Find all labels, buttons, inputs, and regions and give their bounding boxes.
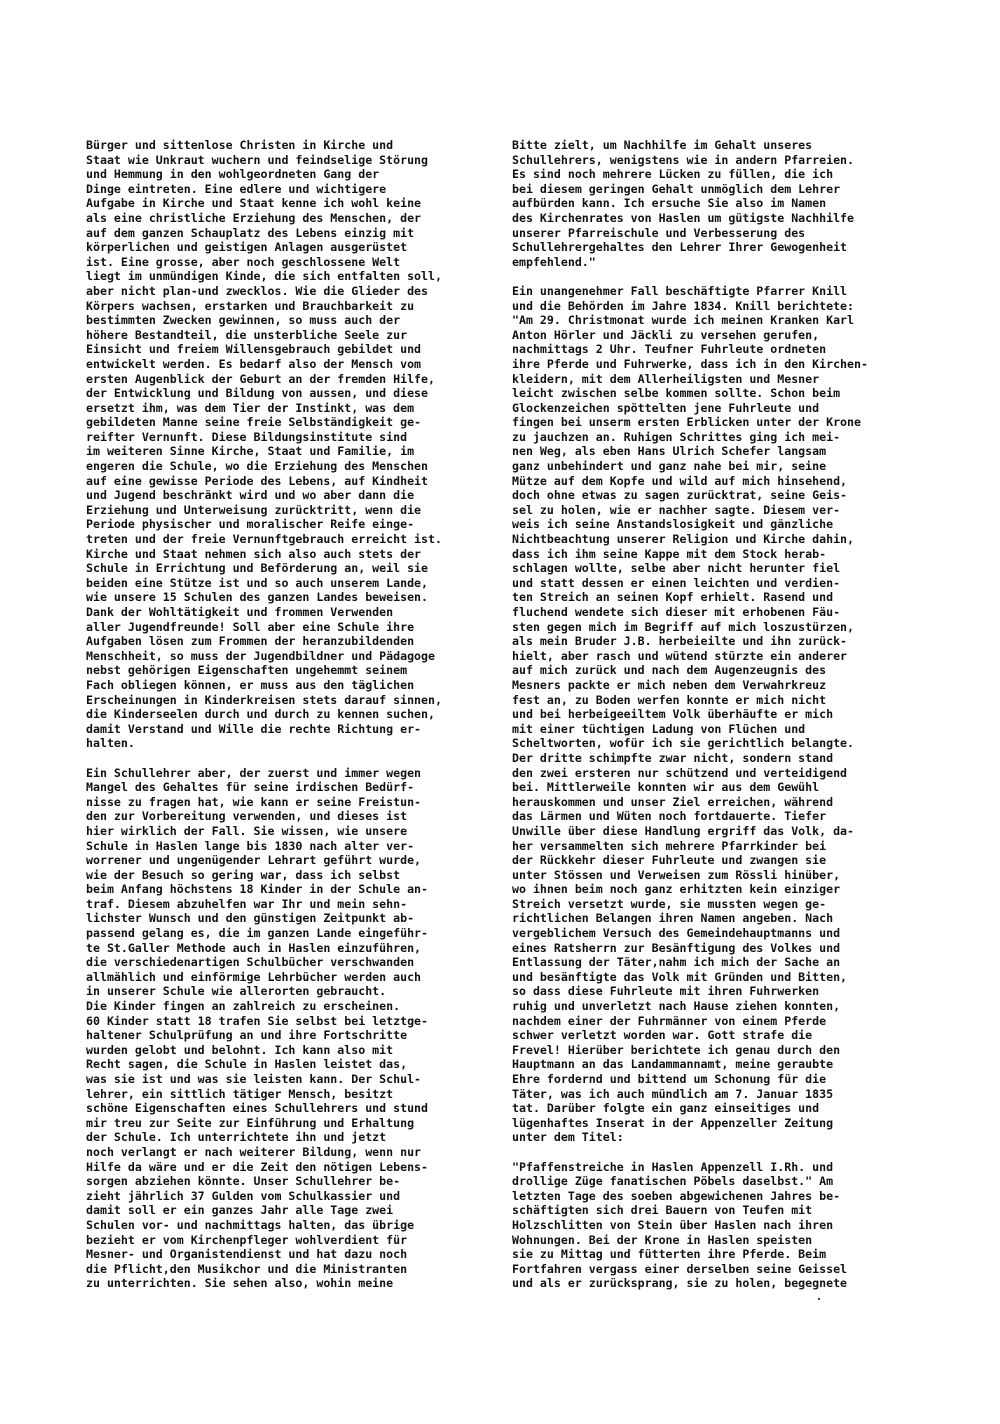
text-line: des Kirchenrates von Haslen um gütigste Nachhilfe: [512, 210, 855, 225]
text-line: Streich versetzt wurde, sie mussten wegen ge-: [512, 896, 827, 911]
text-line: die verschiedenartigen Schulbücher verschwanden: [86, 955, 415, 970]
text-line: bei diesem geringen Gehalt unmöglich dem Lehrer: [512, 181, 841, 196]
text-line: höhere Bestandteil, die unsterbliche Seele zur: [86, 327, 408, 342]
text-line: Schule in Errichtung und Beförderung an, weil sie: [86, 561, 429, 576]
text-line: herauskommen und unser Ziel erreichen, während: [512, 794, 834, 809]
text-line: Unwille über diese Handlung ergriff das Volk, da-: [512, 823, 855, 838]
text-line: Entlassung der Täter,nahm ich mich der Sache an: [512, 955, 841, 970]
text-line: in unserer Schule wie allerorten gebraucht.: [86, 984, 387, 999]
text-line: als mein Bruder J.B. herbeieilte und ihn zurück-: [512, 634, 848, 649]
text-line: Die Kinder fingen an zahlreich zu erscheinen.: [86, 999, 401, 1014]
text-line: zieht jährlich 37 Gulden vom Schulkassier und: [86, 1188, 401, 1203]
text-line: und Jugend beschränkt wird und wo aber dann die: [86, 488, 415, 503]
text-line: letzten Tage des soeben abgewichenen Jahres be-: [512, 1188, 841, 1203]
text-line: gebildeten Manne seine freie Selbständigkeit ge-: [86, 415, 422, 430]
text-line: treten und der freie Vernunftgebrauch erreicht ist.: [86, 532, 442, 547]
text-line: sel zu holen, wie er nachher sagte. Diesem ver-: [512, 502, 841, 517]
text-line: worrener und ungenügender Lehrart geführt wurde,: [86, 853, 422, 868]
text-line: ihre Pferde und Fuhrwerke, dass ich in den Kirchen-: [512, 356, 868, 371]
text-line: Schullehrers, wenigstens wie in andern Pfarreien.: [512, 152, 855, 167]
text-line: Nichtbeachtung unserer Religion und Kirche dahin,: [512, 532, 855, 547]
text-line: lügenhaftes Inserat in der Appenzeller Zeitung: [512, 1115, 834, 1130]
text-line: Ein unangenehmer Fall beschäftigte Pfarrer Knill: [512, 283, 848, 298]
text-line: lichster Wunsch und den günstigen Zeitpunkt ab-: [86, 911, 415, 926]
text-line: 60 Kinder statt 18 trafen Sie selbst bei letztge-: [86, 1013, 429, 1028]
text-line: schlagen wollte, selbe aber nicht herunter fiel: [512, 561, 841, 576]
text-line: aller Jugendfreunde! Soll aber eine Schule ihre: [86, 619, 415, 634]
text-line: Dank der Wohltätigkeit und frommen Verwenden: [86, 605, 394, 619]
text-line: damit soll er ein ganzes Jahr alle Tage zwei: [86, 1203, 394, 1218]
text-line: allmählich und einförmige Lehrbücher werden auch: [86, 969, 422, 984]
text-line: ten Streich an seinen Kopf erhielt. Rasend und: [512, 590, 834, 605]
text-line: auf dem ganzen Schauplatz des Lebens einzig mit: [86, 225, 415, 240]
text-line: zu jauchzen an. Ruhigen Schrittes ging ich mei-: [512, 429, 841, 444]
text-line: sorgen abziehen könnte. Unser Schullehrer be-: [86, 1174, 401, 1189]
text-line: Einsicht und freiem Willensgebrauch gebildet und: [86, 342, 422, 357]
text-line: empfehlend.": [512, 254, 596, 269]
text-line: hielt, aber rasch und wütend stürzte ein anderer: [512, 648, 848, 663]
text-line: ersetzt ihm, was dem Tier der Instinkt, was dem: [86, 400, 415, 415]
text-line: leicht zwischen selbe kommen sollte. Schon beim: [512, 386, 841, 401]
text-line: aber nicht plan-und zwecklos. Wie die Glieder des: [86, 283, 429, 298]
text-line: das Lärmen und Wüten noch fortdauerte. Tiefer: [512, 809, 827, 824]
text-line: Menschheit, so muss der Jugendbildner und Pädagoge: [86, 648, 436, 663]
text-line: körperlichen und geistigen Anlagen ausgerüstet: [86, 240, 408, 255]
text-line: der Entwicklung und Bildung von aussen, und diese: [86, 386, 429, 401]
text-line: sie zu Mittag und fütterten ihre Pferde. Beim: [512, 1247, 827, 1262]
text-line: nen Weg, als eben Hans Ulrich Schefer langsam: [512, 444, 827, 459]
text-line: die Kinderseelen durch und durch zu kennen suchen,: [86, 707, 436, 722]
text-line: engeren die Schule, wo die Erziehung des Menschen: [86, 459, 429, 474]
text-line: Mangel des Gehaltes für seine irdischen Bedürf-: [86, 780, 415, 795]
text-line: tat. Darüber folgte ein ganz einseitiges und: [512, 1101, 820, 1116]
text-line: "Am 29. Christmonat wurde ich meinen Kranken Karl: [512, 313, 855, 328]
text-line: bestimmten Zwecken gewinnen, so muss auch der: [86, 313, 401, 328]
text-line: her versammelten sich mehrere Pfarrkinder bei: [512, 838, 827, 853]
text-line: drollige Züge fanatischen Pöbels daselbst." Am: [512, 1174, 834, 1189]
text-line: zu unterrichten. Sie sehen also, wohin meine: [86, 1276, 394, 1291]
text-line: wurden gelobt und belohnt. Ich kann also mit: [86, 1042, 394, 1057]
right-paragraph-1: [512, 138, 912, 269]
text-line: Der dritte schimpfte zwar nicht, sondern stand: [512, 750, 834, 765]
text-line: passend gelang es, die im ganzen Lande eingeführ-: [86, 926, 429, 941]
text-line: mit einer tüchtigen Ladung von Flüchen und: [512, 721, 806, 736]
text-line: auf mich zurück und nach dem Augenzeugnis des: [512, 663, 827, 678]
text-line: ganz unbehindert und ganz nahe bei mir, seine: [512, 459, 827, 474]
text-line: nebst gehörigen Eigenschaften ungehemmt seinem: [86, 663, 408, 678]
text-line: te St.Galler Methode auch in Haslen einzuführen,: [86, 940, 422, 955]
text-line: Körpers wachsen, erstarken und Brauchbarkeit zu: [86, 298, 415, 313]
text-line: doch ohne etwas zu sagen zurücktrat, seine Geis-: [512, 488, 848, 503]
text-line: Anton Hörler und Jäckli zu versehen gerufen,: [512, 327, 820, 342]
text-line: aufbürden kann. Ich ersuche Sie also im Namen: [512, 196, 827, 211]
text-line: unter Stössen und Verweisen zum Rössli hinüber,: [512, 867, 841, 882]
text-line: Hilfe da wäre und er die Zeit den nötigen Lebens-: [86, 1159, 429, 1174]
text-line: ist. Eine grosse, aber noch geschlossene Welt: [86, 254, 401, 269]
text-line: den zwei ersteren nur schützend und verteidigend: [512, 765, 848, 780]
text-line: was sie ist und was sie leisten kann. Der Schul-: [86, 1072, 422, 1086]
text-line: Es sind noch mehrere Lücken zu füllen, die ich: [512, 167, 834, 182]
text-line: traf. Diesem abzuhelfen war Ihr und mein sehn-: [86, 896, 408, 911]
text-line: schwer verletzt worden war. Gott strafe die: [512, 1028, 813, 1043]
text-line: Periode physischer und moralischer Reife einge-: [86, 517, 415, 532]
text-line: Ehre fordernd und bittend um Schonung für die: [512, 1072, 827, 1086]
text-line: und als er zurücksprang, sie zu holen, begegnete: [512, 1276, 848, 1291]
text-line: noch verlangt er nach weiterer Bildung, wenn nur: [86, 1144, 422, 1159]
text-line: Aufgaben lösen zum Frommen der heranzubildenden: [86, 634, 415, 649]
text-line: Mesner- und Organistendienst und hat dazu noch: [86, 1247, 408, 1262]
text-line: eines Ratsherrn zur Besänftigung des Volkes und: [512, 940, 841, 955]
text-line: wo ihnen beim noch ganz erhitzten kein einziger: [512, 882, 841, 897]
text-line: und bei herbeigeeiltem Volk überhäufte er mich: [512, 707, 834, 722]
text-line: und besänftigte das Volk mit Gründen und Bitten,: [512, 969, 848, 984]
text-line: bei. Mittlerweile konnten wir aus dem Gewühl: [512, 780, 820, 795]
text-line: Wohnungen. Bei der Krone in Haslen speisten: [512, 1232, 813, 1247]
text-line: Hauptmann an das Landammannamt, meine geraubte: [512, 1057, 834, 1072]
text-line: Fortfahren vergass einer derselben seine Geissel: [512, 1261, 848, 1276]
text-line: und die Behörden im Jahre 1834. Knill berichtete:: [512, 298, 855, 313]
text-line: den zur Vorbereitung verwenden, und dieses ist: [86, 809, 408, 824]
text-line: Ein Schullehrer aber, der zuerst und immer wegen: [86, 765, 422, 780]
text-line: Schullehrergehaltes den Lehrer Ihrer Gewogenheit: [512, 240, 848, 255]
text-line: Scheltworten, wofür ich sie gerichtlich belangte.: [512, 736, 855, 751]
stray-mark: [818, 1298, 820, 1300]
text-line: sten gegen mich im Begriff auf mich loszustürzen,: [512, 619, 855, 634]
text-line: nachmittags 2 Uhr. Teufner Fuhrleute ordneten: [512, 342, 827, 357]
left-paragraph-1: [86, 138, 496, 751]
text-line: reifter Vernunft. Diese Bildungsinstitute sind: [86, 429, 408, 444]
text-line: die Pflicht,den Musikchor und die Ministranten: [86, 1261, 408, 1276]
text-line: schäftigten sich drei Bauern von Teufen mit: [512, 1203, 813, 1218]
text-line: so dass diese Fuhrleute mit ihren Fuhrwerken: [512, 984, 820, 999]
text-line: haltener Schulprüfung an und ihre Fortschritte: [86, 1028, 408, 1043]
text-line: Mesners packte er mich neben dem Verwahrkreuz: [512, 677, 827, 692]
text-line: Fach obliegen können, er muss aus den täglichen: [86, 677, 415, 692]
text-line: auf eine gewisse Periode des Lebens, auf Kindheit: [86, 473, 429, 488]
text-line: Holzschlitten von Stein über Haslen nach ihren: [512, 1217, 834, 1232]
text-line: unter dem Titel:: [512, 1130, 624, 1145]
text-line: als eine christliche Erziehung des Menschen, der: [86, 210, 422, 225]
text-line: hier wirklich der Fall. Sie wissen, wie unsere: [86, 823, 408, 838]
text-line: wie unsere 15 Schulen des ganzen Landes beweisen.: [86, 590, 429, 605]
text-line: der Schule. Ich unterrichtete ihn und jetzt: [86, 1130, 387, 1145]
text-line: ersten Augenblick der Geburt an der fremden Hilfe,: [86, 371, 436, 386]
text-line: beim Anfang höchstens 18 Kinder in der Schule an-: [86, 882, 429, 897]
text-line: Täter, was ich auch mündlich am 7. Januar 1835: [512, 1086, 834, 1101]
text-line: Schule in Haslen lange bis 1830 nach alter ver-: [86, 838, 415, 853]
text-line: fest an, zu Boden werfen konnte er mich nicht: [512, 692, 827, 707]
text-line: mir treu zur Seite zur Einführung und Erhaltung: [86, 1115, 415, 1130]
text-line: liegt im unmündigen Kinde, die sich entfalten soll,: [86, 269, 442, 284]
text-line: Kirche und Staat nehmen sich also auch stets der: [86, 546, 422, 561]
text-line: damit Verstand und Wille die rechte Richtung er-: [86, 721, 422, 736]
text-line: und Hemmung in den wohlgeordneten Gang der: [86, 167, 380, 182]
left-column: [86, 138, 496, 1306]
text-line: ruhig und unverletzt nach Hause ziehen konnten,: [512, 999, 841, 1014]
text-line: Bürger und sittenlose Christen in Kirche und: [86, 138, 394, 152]
text-line: entwickelt werden. Es bedarf also der Mensch vom: [86, 356, 422, 371]
text-line: unserer Pfarreischule und Verbesserung des: [512, 225, 806, 240]
text-line: dass ich ihm seine Kappe mit dem Stock herab-: [512, 546, 827, 561]
text-line: richtlichen Belangen ihren Namen angeben. Nach: [512, 911, 834, 926]
text-line: im weiteren Sinne Kirche, Staat und Familie, im: [86, 444, 415, 459]
text-line: lehrer, ein sittlich tätiger Mensch, besitzt: [86, 1086, 394, 1101]
text-line: vergeblichem Versuch des Gemeindehauptmanns und: [512, 926, 841, 941]
text-line: Frevel! Hierüber berichtete ich genau durch den: [512, 1042, 841, 1057]
text-line: Recht sagen, die Schule in Haslen leistet das,: [86, 1057, 408, 1072]
text-line: bezieht er vom Kirchenpfleger wohlverdient für: [86, 1232, 408, 1247]
right-paragraph-3: [512, 1160, 912, 1291]
text-line: Bitte zielt, um Nachhilfe im Gehalt unseres: [512, 138, 813, 152]
text-line: nachdem einer der Fuhrmänner von einem Pferde: [512, 1013, 827, 1028]
right-column: [512, 138, 912, 1306]
text-line: kleidern, mit dem Allerheiligsten und Mesner: [512, 371, 820, 386]
text-line: Aufgabe in Kirche und Staat kenne ich wohl keine: [86, 196, 422, 211]
text-line: Staat wie Unkraut wuchern und feindselige Störung: [86, 152, 429, 167]
text-line: "Pfaffenstreiche in Haslen Appenzell I.Rh. und: [512, 1159, 834, 1174]
text-line: wie der Besuch so gering war, dass ich selbst: [86, 867, 401, 882]
text-line: halten.: [86, 736, 135, 751]
text-line: Erscheinungen in Kinderkreisen stets darauf sinnen,: [86, 692, 442, 707]
text-line: und statt dessen er einen leichten und verdien-: [512, 575, 841, 590]
text-line: fluchend wendete sich dieser mit erhobenen Fäu-: [512, 605, 841, 619]
text-line: beiden eine Stütze ist und so auch unserem Lande,: [86, 575, 429, 590]
text-line: schöne Eigenschaften eines Schullehrers und stund: [86, 1101, 429, 1116]
text-line: Mütze auf dem Kopfe und wild auf mich hinsehend,: [512, 473, 848, 488]
right-paragraph-2: [512, 284, 912, 1145]
text-line: fingen bei unserm ersten Erblicken unter der Krone: [512, 415, 862, 430]
text-line: Erziehung und Unterweisung zurücktritt, wenn die: [86, 502, 422, 517]
left-paragraph-2: [86, 766, 496, 1291]
text-line: Dinge eintreten. Eine edlere und wichtigere: [86, 181, 387, 196]
text-line: Glockenzeichen spöttelten jene Fuhrleute und: [512, 400, 820, 415]
text-line: nisse zu fragen hat, wie kann er seine Freistun-: [86, 794, 422, 809]
text-line: Schulen vor- und nachmittags halten, das übrige: [86, 1217, 415, 1232]
text-line: weis ich seine Anstandslosigkeit und gänzliche: [512, 517, 834, 532]
text-line: der Rückkehr dieser Fuhrleute und zwangen sie: [512, 853, 827, 868]
